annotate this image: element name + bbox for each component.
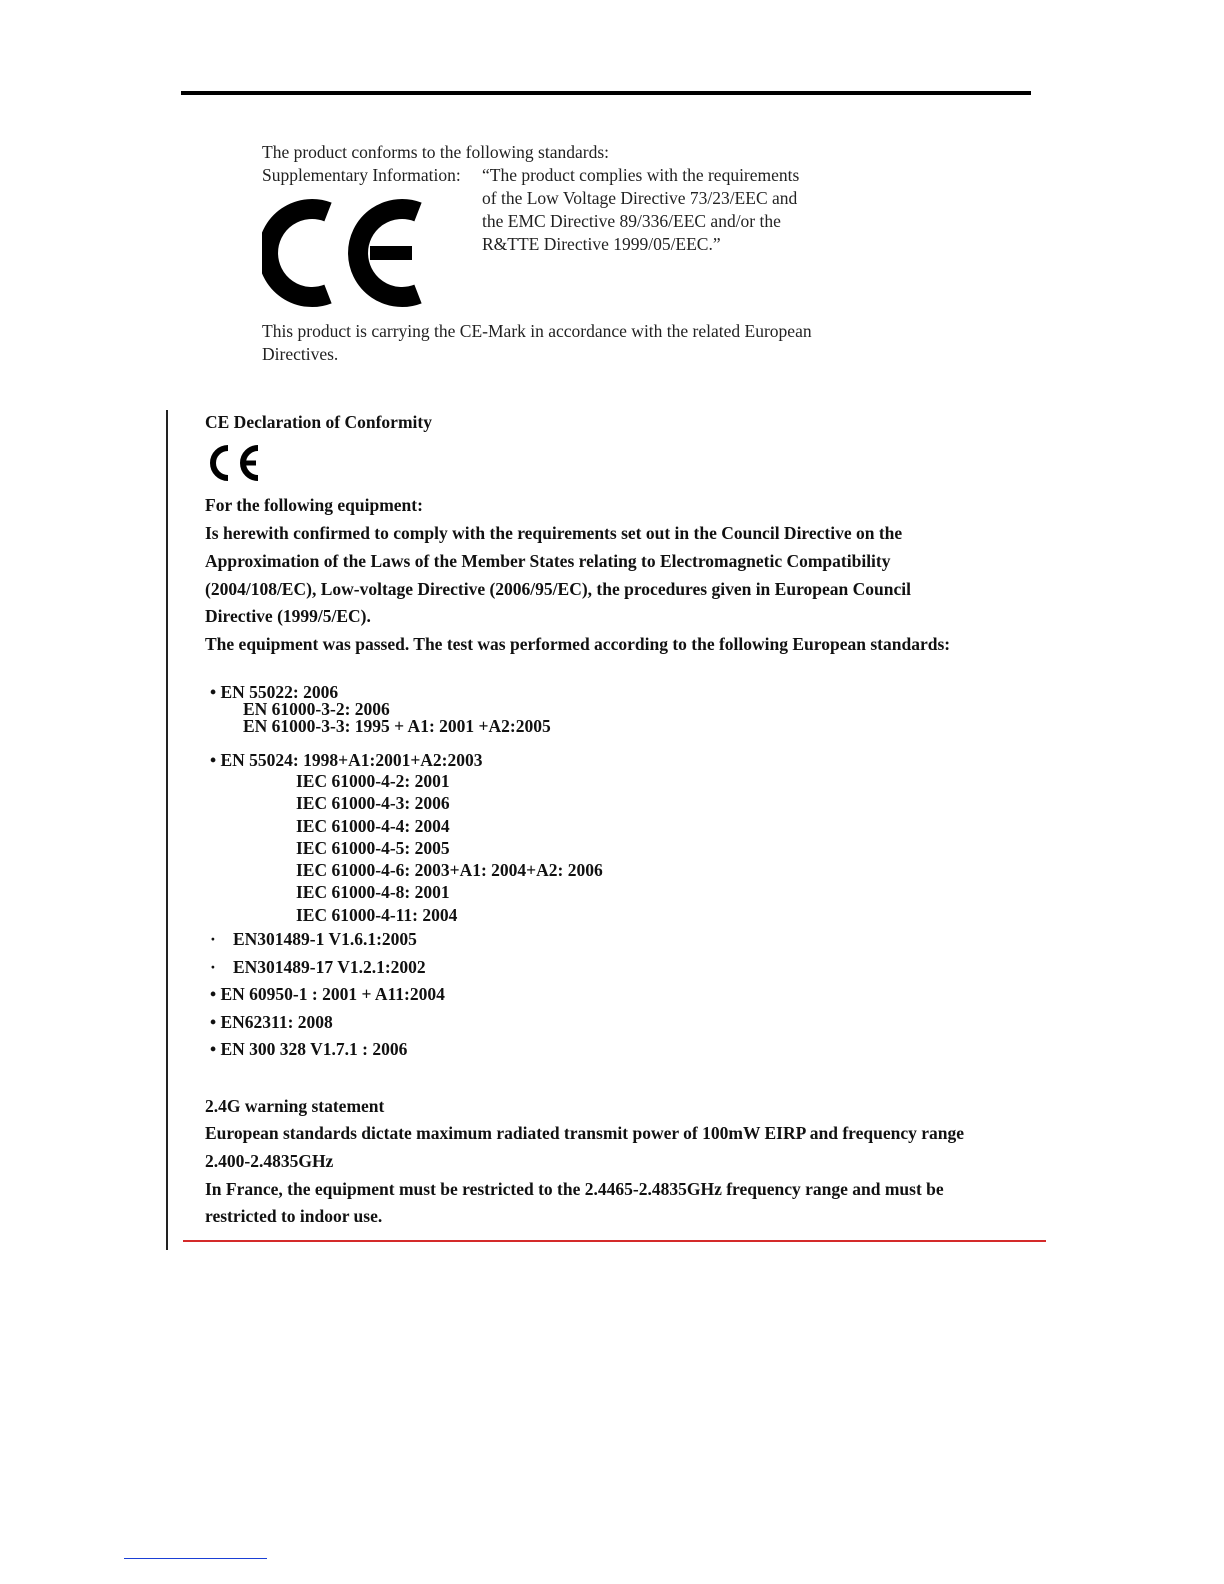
- supplementary-label: Supplementary Information:: [262, 165, 461, 185]
- equipment-label: For the following equipment:: [205, 495, 423, 515]
- declaration-line: Directive (1999/5/EC).: [205, 606, 371, 627]
- standard-en301489-17: EN301489-17 V1.2.1:2002: [233, 957, 426, 977]
- standard-en55024: • EN 55024: 1998+A1:2001+A2:2003: [210, 750, 483, 770]
- supplementary-quote-line: “The product complies with the requirements: [482, 165, 800, 185]
- iec-standards-list: [296, 770, 603, 926]
- standard-en62311: • EN62311: 2008: [210, 1012, 333, 1032]
- warning-line: In France, the equipment must be restricted to the 2.4465-2.4835GHz frequency range and must be: [205, 1178, 944, 1199]
- standard-en55022: • EN 55022: 2006: [210, 682, 339, 702]
- standard-sub-item: IEC 61000-4-11: 2004: [296, 904, 458, 925]
- standard-sub-item: IEC 61000-4-3: 2006: [296, 793, 450, 814]
- supplementary-quote-line: of the Low Voltage Directive 73/23/EEC and: [482, 188, 798, 208]
- standard-sub-item: IEC 61000-4-2: 2001: [296, 771, 450, 791]
- conforms-statement: The product conforms to the following standards:: [262, 142, 610, 162]
- standard-en60950: • EN 60950-1 : 2001 + A11:2004: [210, 984, 445, 1004]
- standard-sub-item: IEC 61000-4-5: 2005: [296, 837, 450, 858]
- standard-en301489-1: EN301489-1 V1.6.1:2005: [233, 929, 417, 949]
- supplementary-quote-line: R&TTE Directive 1999/05/EEC.”: [482, 234, 721, 254]
- bullet: ·: [210, 957, 216, 977]
- ce-mark-small-icon: [203, 442, 263, 484]
- declaration-line: The equipment was passed. The test was performed according to the following European standards:: [205, 634, 951, 655]
- warning-line: European standards dictate maximum radiated transmit power of 100mW EIRP and frequency range: [205, 1123, 964, 1143]
- standard-sub-item: IEC 61000-4-6: 2003+A1: 2004+A2: 2006: [296, 860, 603, 881]
- declaration-line: Approximation of the Laws of the Member States relating to Electromagnetic Compatibility: [205, 550, 891, 571]
- standard-sub-item: IEC 61000-4-4: 2004: [296, 815, 450, 836]
- warning-line: restricted to indoor use.: [205, 1206, 383, 1227]
- declaration-title: CE Declaration of Conformity: [205, 412, 432, 432]
- section-divider: [183, 1240, 1046, 1242]
- ce-mark-statement: [262, 320, 962, 366]
- standard-en300328: • EN 300 328 V1.7.1 : 2006: [210, 1039, 408, 1059]
- ce-mark-statement-line: Directives.: [262, 344, 339, 364]
- warning-title: 2.4G warning statement: [205, 1096, 385, 1116]
- declaration-paragraph: [205, 520, 1025, 659]
- ce-mark-large-icon: [262, 194, 432, 312]
- revision-bar: [166, 410, 168, 1250]
- declaration-line: Is herewith confirmed to comply with the requirements set out in the Council Directive on the: [205, 523, 903, 543]
- bullet: ·: [210, 929, 216, 949]
- declaration-line: (2004/108/EC), Low-voltage Directive (2006/95/EC), the procedures given in European Council: [205, 578, 911, 599]
- warning-line: 2.400-2.4835GHz: [205, 1150, 334, 1171]
- ce-mark-statement-line: This product is carrying the CE-Mark in accordance with the related European: [262, 321, 812, 341]
- supplementary-quote-line: the EMC Directive 89/336/EEC and/or the: [482, 211, 781, 231]
- header-rule: [181, 91, 1031, 95]
- standard-sub-item: EN 61000-3-3: 1995 + A1: 2001 +A2:2005: [243, 716, 551, 736]
- warning-paragraph: [205, 1120, 1025, 1231]
- footnote-separator: [124, 1558, 267, 1559]
- standard-sub-item: EN 61000-3-2: 2006: [243, 699, 390, 719]
- standard-sub-item: IEC 61000-4-8: 2001: [296, 882, 450, 903]
- supplementary-quote: [482, 164, 842, 256]
